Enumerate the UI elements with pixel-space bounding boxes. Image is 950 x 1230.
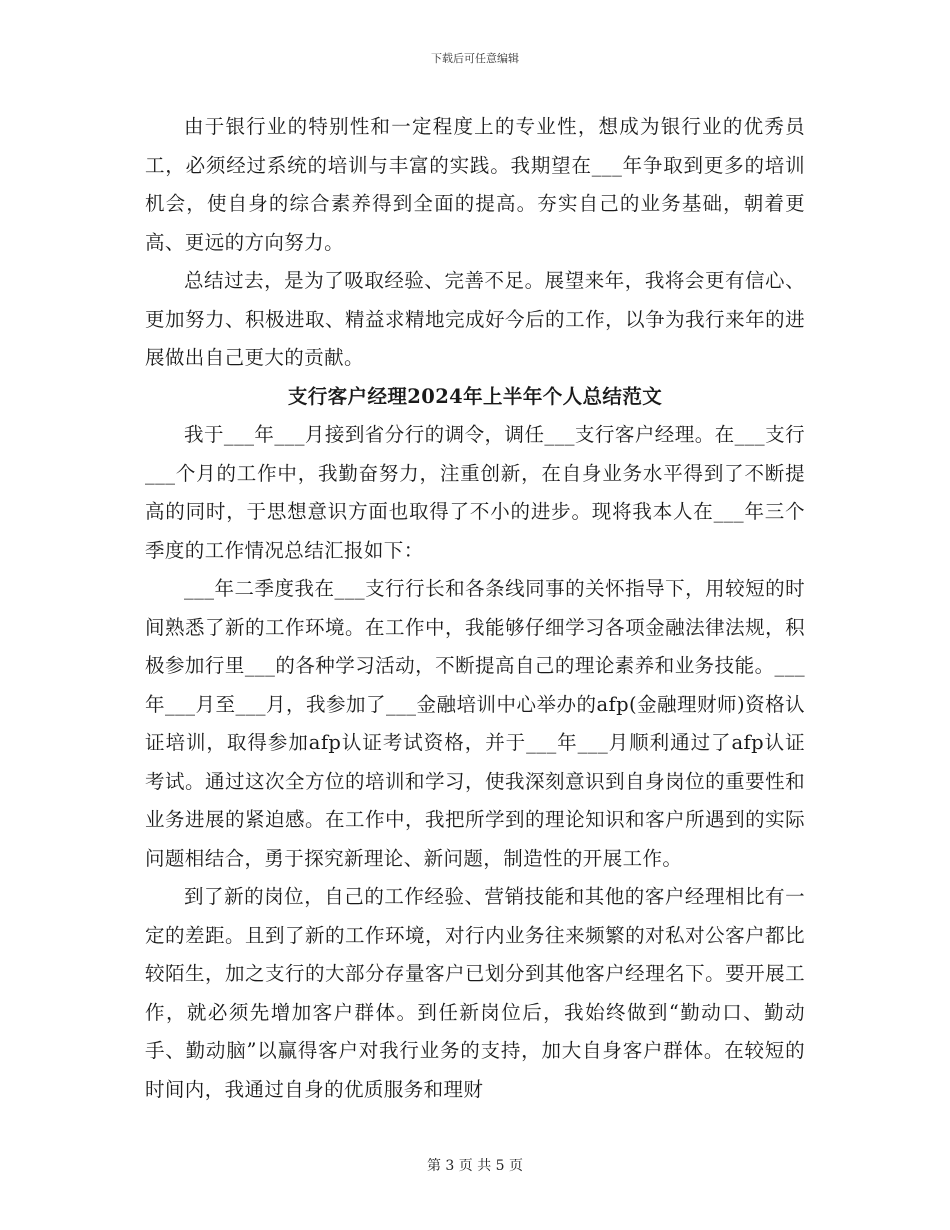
page-header-note: 下载后可任意编辑 xyxy=(431,52,519,65)
paragraph-1: 由于银行业的特别性和一定程度上的专业性，想成为银行业的优秀员工，必须经过系统的培训与丰富的实践。我期望在___年争取到更多的培训机会，使自身的综合素养得到全面的提高。夯实自己的业务基础，朝着更高、更远的方向努力。 xyxy=(145,115,805,254)
paragraph-4: ___年二季度我在___支行行长和各条线同事的关怀指导下，用较短的时间熟悉了新的工作环境。在工作中，我能够仔细学习各项金融法律法规，积极参加行里___的各种学习活动，不断提高自己的理论素养和业务技能。___年___月至___月，我参加了___金融培训中心举办的afp(金融理财师)资格认证培训，取得参加afp认证考试资格，并于___年___月顺利通过了afp认证考试。通过这次全方位的培训和学习，使我深刻意识到自身岗位的重要性和业务进展的紧迫感。在工作中，我把所学到的理论知识和客户所遇到的实际问题相结合，勇于探究新理论、新问题，制造性的开展工作。 xyxy=(145,577,805,870)
document-body xyxy=(145,108,805,1109)
page-number: 第 3 页 共 5 页 xyxy=(426,1158,524,1174)
section-title: 支行客户经理2024年上半年个人总结范文 xyxy=(287,384,663,408)
paragraph-3: 我于___年___月接到省分行的调令，调任___支行客户经理。在___支行___个月的工作中，我勤奋努力，注重创新，在自身业务水平得到了不断提高的同时，于思想意识方面也取得了不小的进步。现将我本人在___年三个季度的工作情况总结汇报如下： xyxy=(145,423,805,562)
paragraph-5: 到了新的岗位，自己的工作经验、营销技能和其他的客户经理相比有一定的差距。且到了新的工作环境，对行内业务往来频繁的对私对公客户都比较陌生，加之支行的大部分存量客户已划分到其他客户经理名下。要开展工作，就必须先增加客户群体。到任新岗位后，我始终做到“勤动口、勤动手、勤动脑”以赢得客户对我行业务的支持，加大自身客户群体。在较短的时间内，我通过自身的优质服务和理财 xyxy=(145,885,805,1101)
paragraph-2: 总结过去，是为了吸取经验、完善不足。展望来年，我将会更有信心、更加努力、积极进取、精益求精地完成好今后的工作，以争为我行来年的进展做出自己更大的贡献。 xyxy=(145,269,805,369)
